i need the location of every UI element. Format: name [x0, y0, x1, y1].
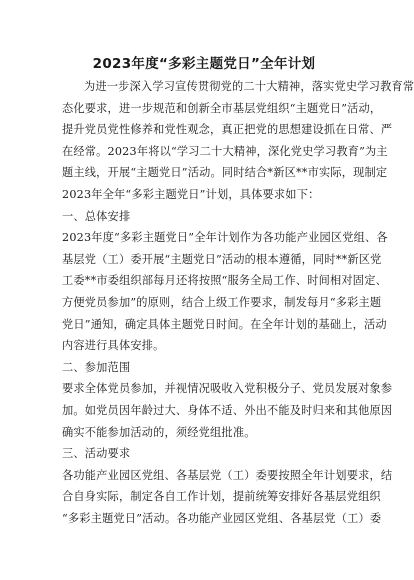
text-line: 为进一步深入学习宣传贯彻党的二十大精神，落实党史学习教育常	[84, 80, 414, 93]
text-line: 题主线，开展“主题党日”活动。同时结合*新区**市实际，现制定	[62, 166, 388, 180]
text-line: 加。如党员因年龄过大、身体不适、外出不能及时归来和其他原因	[62, 403, 393, 417]
text-line: 要求全体党员参加，并视情况吸收入党积极分子、党员发展对象参	[62, 382, 393, 396]
text-line: “多彩主题党日”活动。各功能产业园区党组、各基层党（工）委	[62, 511, 382, 525]
section-heading: 一、总体安排	[62, 209, 131, 223]
text-line: 方便党员参加”的原则，结合上级工作要求，制发每月“多彩主题	[62, 295, 382, 309]
text-line: 态化要求，进一步规范和创新全市基层党组织“主题党日”活动，	[62, 101, 382, 115]
document-body	[62, 76, 414, 529]
text-line: 2023年度“多彩主题党日”全年计划作为各功能产业园区党组、各	[62, 231, 388, 245]
text-line: 2023年全年“多彩主题党日”计划，具体要求如下：	[62, 187, 320, 201]
text-line: 提升党员党性修养和党性观念，真正把党的思想建设抓在日常、严	[62, 123, 393, 137]
section-heading: 二、参加范围	[62, 360, 131, 374]
text-line: 内容进行具体安排。	[62, 339, 165, 353]
text-line: 确实不能参加活动的，须经党组批准。	[62, 425, 256, 439]
text-line: 在经常。2023年将以“学习二十大精神，深化党史学习教育”为主	[62, 144, 388, 158]
text-line: 各功能产业园区党组、各基层党（工）委要按照全年计划要求，结	[62, 468, 393, 482]
text-line: 工委**市委组织部每月还将按照“服务全局工作、时间相对固定、	[62, 274, 387, 288]
text-line: 合自身实际，制定各自工作计划，提前统筹安排好各基层党组织	[62, 490, 381, 504]
section-heading: 三、活动要求	[62, 447, 131, 461]
document-title: 2023年度“多彩主题党日”全年计划	[92, 56, 316, 72]
text-line: 基层党（工）委开展“主题党日”活动的根本遵循，同时**新区党	[62, 252, 382, 266]
text-line: 党日”通知，确定具体主题党日时间。在全年计划的基础上，活动	[62, 317, 387, 331]
